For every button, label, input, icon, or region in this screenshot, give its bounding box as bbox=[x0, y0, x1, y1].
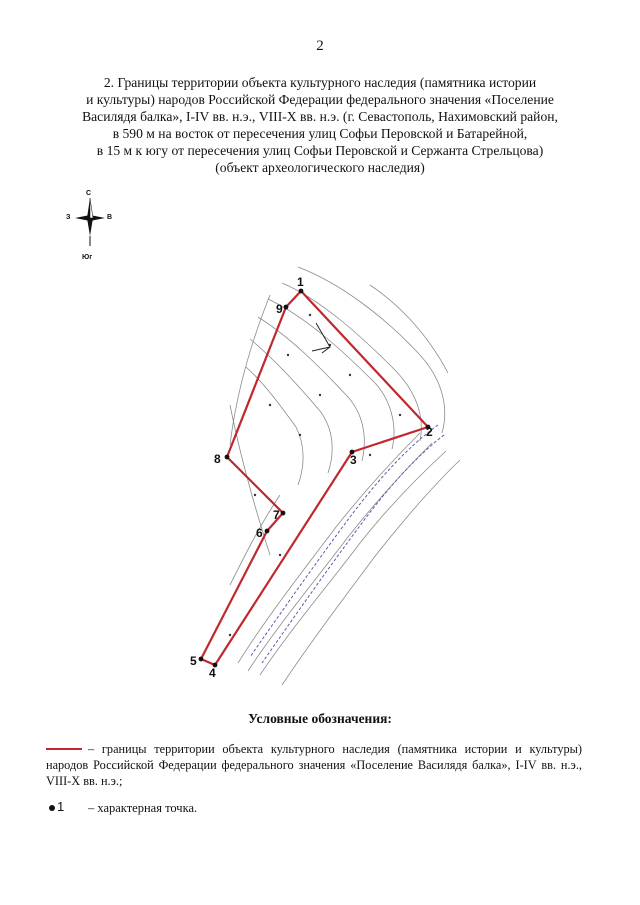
legend-point-text: – характерная точка. bbox=[88, 801, 198, 815]
boundary-polygon bbox=[201, 291, 428, 665]
compass-east-label: В bbox=[107, 214, 113, 221]
point-marker bbox=[299, 289, 304, 294]
document-title bbox=[40, 74, 600, 176]
point-label: 1 bbox=[297, 275, 304, 289]
title-line: 2. Границы территории объекта культурного наследия (памятника истории bbox=[103, 75, 537, 90]
compass-south-label: Юг bbox=[82, 254, 93, 261]
point-labels bbox=[190, 275, 433, 680]
point-label: 4 bbox=[209, 666, 216, 680]
point-label: 5 bbox=[190, 654, 197, 668]
compass-north-label: С bbox=[86, 190, 92, 197]
point-label: 9 bbox=[276, 302, 283, 316]
legend-point-icon bbox=[49, 805, 55, 811]
title-line: Василядя балка», I-IV вв. н.э., VIII-X вв. н.э. (г. Севастополь, Нахимовский район, bbox=[82, 109, 558, 124]
survey-contours bbox=[230, 267, 460, 685]
compass-west-label: З bbox=[66, 214, 71, 221]
title-line: и культуры) народов Российской Федерации федерального значения «Поселение bbox=[86, 92, 554, 107]
legend-point-number: 1 bbox=[57, 799, 65, 814]
boundary-points bbox=[199, 289, 431, 668]
site-plan-map bbox=[170, 255, 460, 695]
title-line: (объект археологического наследия) bbox=[215, 160, 425, 175]
point-marker bbox=[199, 657, 204, 662]
point-marker bbox=[265, 529, 270, 534]
point-label: 2 bbox=[426, 425, 433, 439]
page-number: 2 bbox=[316, 38, 324, 54]
point-label: 6 bbox=[256, 526, 263, 540]
point-marker bbox=[281, 511, 286, 516]
point-label: 3 bbox=[350, 453, 357, 467]
point-marker bbox=[284, 305, 289, 310]
survey-arrows bbox=[312, 323, 330, 353]
title-line: в 15 м к югу от пересечения улиц Софьи Перовской и Сержанта Стрельцова) bbox=[96, 143, 544, 158]
legend-boundary-text: – границы территории объекта культурного наследия (памятника истории и культуры) народов Российской Федерации федерального значения «Поселение Василядя балка», I-IV вв. н.э., VIII-X вв. н.э.; bbox=[46, 742, 582, 788]
legend-heading: Условные обозначения: bbox=[248, 711, 392, 726]
point-label: 8 bbox=[214, 452, 221, 466]
compass-rose-icon bbox=[66, 190, 116, 266]
point-marker bbox=[225, 455, 230, 460]
point-label: 7 bbox=[273, 508, 280, 522]
title-line: в 590 м на восток от пересечения улиц Софьи Перовской и Батарейной, bbox=[112, 126, 528, 141]
